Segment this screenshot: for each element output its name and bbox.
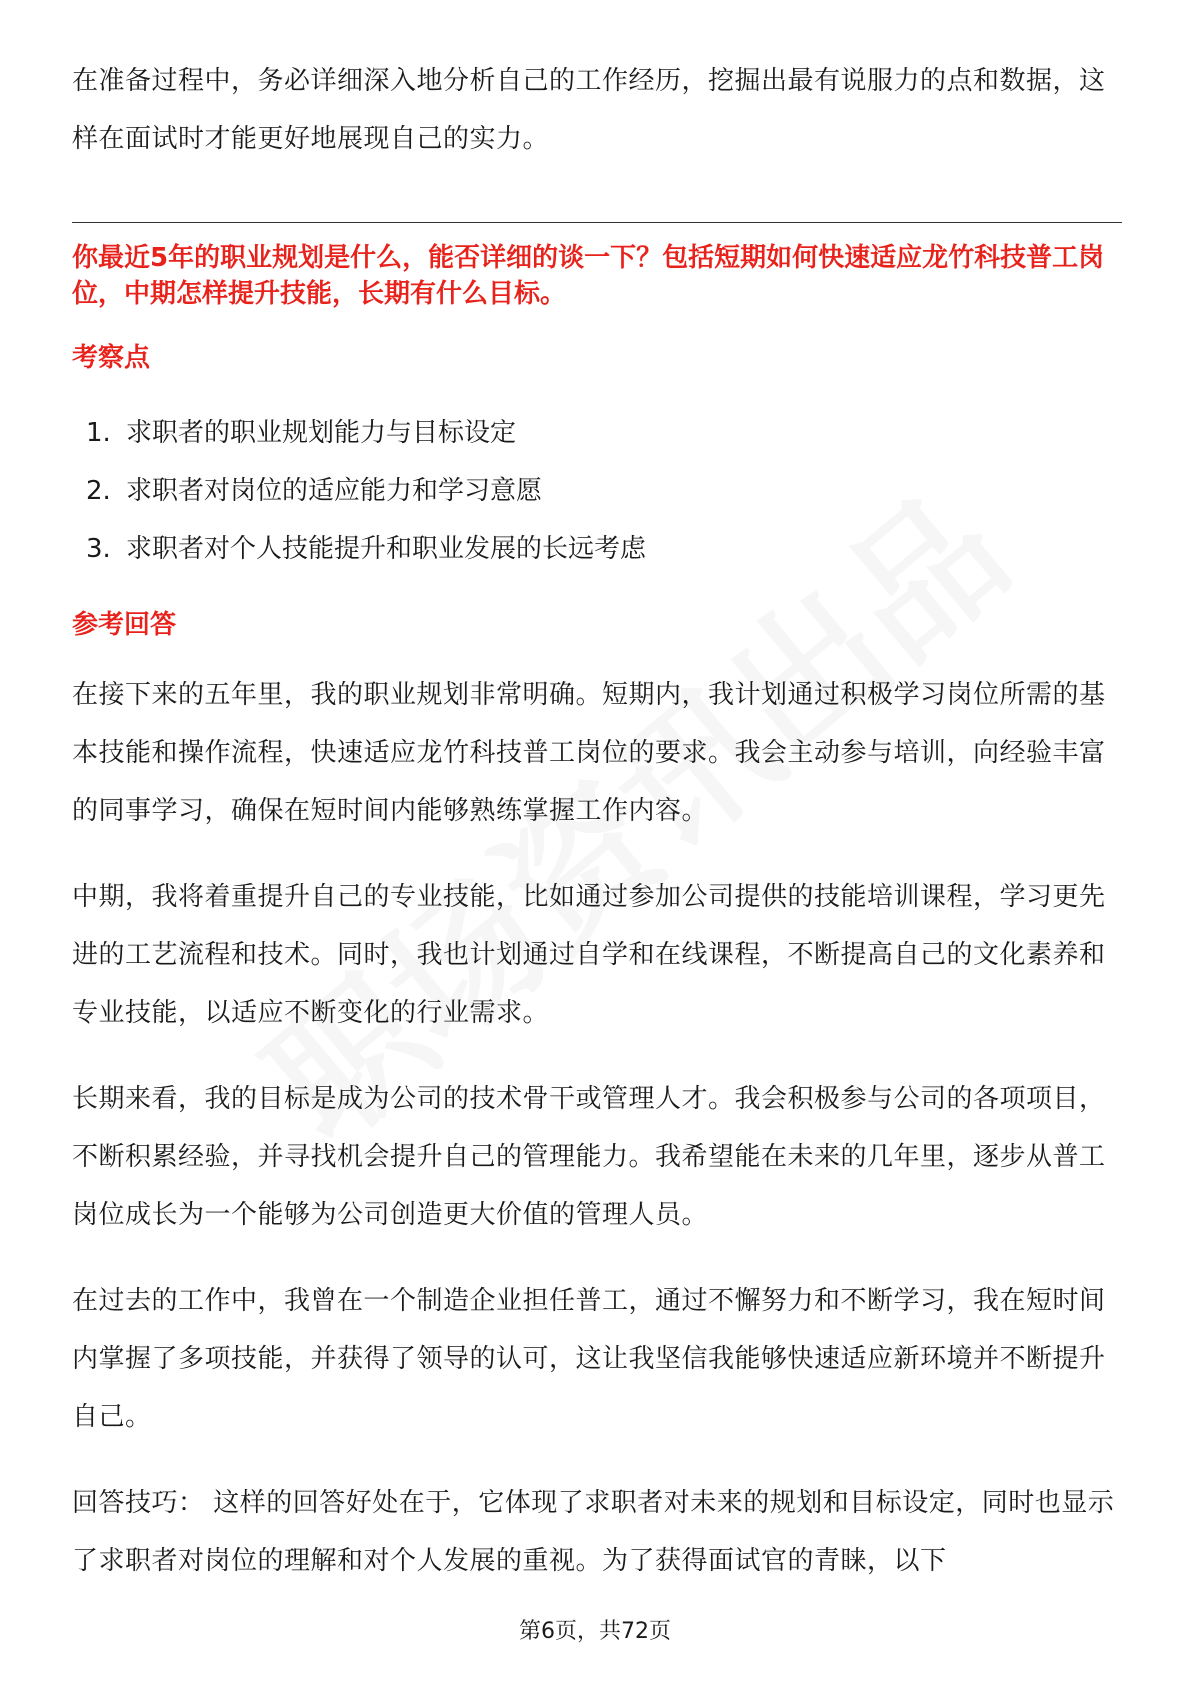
exam-points-list: [86, 404, 646, 578]
answer-paragraph-2: 中期，我将着重提升自己的专业技能，比如通过参加公司提供的技能培训课程，学习更先进的工艺流程和技术。同时，我也计划通过自学和在线课程，不断提高自己的文化素养和专业技能，以适应不断变化的行业需求。: [72, 882, 1106, 1028]
answer-paragraph-3: 长期来看，我的目标是成为公司的技术骨干或管理人才。我会积极参与公司的各项项目，不断积累经验，并寻找机会提升自己的管理能力。我希望能在未来的几年里，逐步从普工岗位成长为一个能够为公司创造更大价值的管理人员。: [72, 1084, 1106, 1230]
question-heading: 你最近5年的职业规划是什么，能否详细的谈一下？包括短期如何快速适应龙竹科技普工岗位，中期怎样提升技能，长期有什么目标。: [72, 243, 1105, 309]
page-number-footer: 第6页，共72页: [519, 1619, 671, 1644]
exam-points-heading: 考察点: [72, 343, 151, 373]
reference-answer-heading: 参考回答: [72, 610, 177, 640]
answer-paragraph-4: 在过去的工作中，我曾在一个制造企业担任普工，通过不懈努力和不断学习，我在短时间内掌握了多项技能，并获得了领导的认可，这让我坚信我能够快速适应新环境并不断提升自己。: [72, 1286, 1106, 1432]
answer-tips-paragraph: 回答技巧： 这样的回答好处在于，它体现了求职者对未来的规划和目标设定，同时也显示了求职者对岗位的理解和对个人发展的重视。为了获得面试官的青睐，以下: [72, 1488, 1115, 1576]
list-item: 2. 求职者对岗位的适应能力和学习意愿: [86, 476, 543, 506]
list-item: 1. 求职者的职业规划能力与目标设定: [86, 418, 517, 448]
intro-paragraph: 在准备过程中，务必详细深入地分析自己的工作经历，挖掘出最有说服力的点和数据，这样在面试时才能更好地展现自己的实力。: [72, 66, 1106, 154]
section-divider: [72, 222, 1122, 223]
answer-paragraph-1: 在接下来的五年里，我的职业规划非常明确。短期内，我计划通过积极学习岗位所需的基本技能和操作流程，快速适应龙竹科技普工岗位的要求。我会主动参与培训，向经验丰富的同事学习，确保在短时间内能够熟练掌握工作内容。: [72, 680, 1106, 826]
list-item: 3. 求职者对个人技能提升和职业发展的长远考虑: [86, 534, 647, 564]
